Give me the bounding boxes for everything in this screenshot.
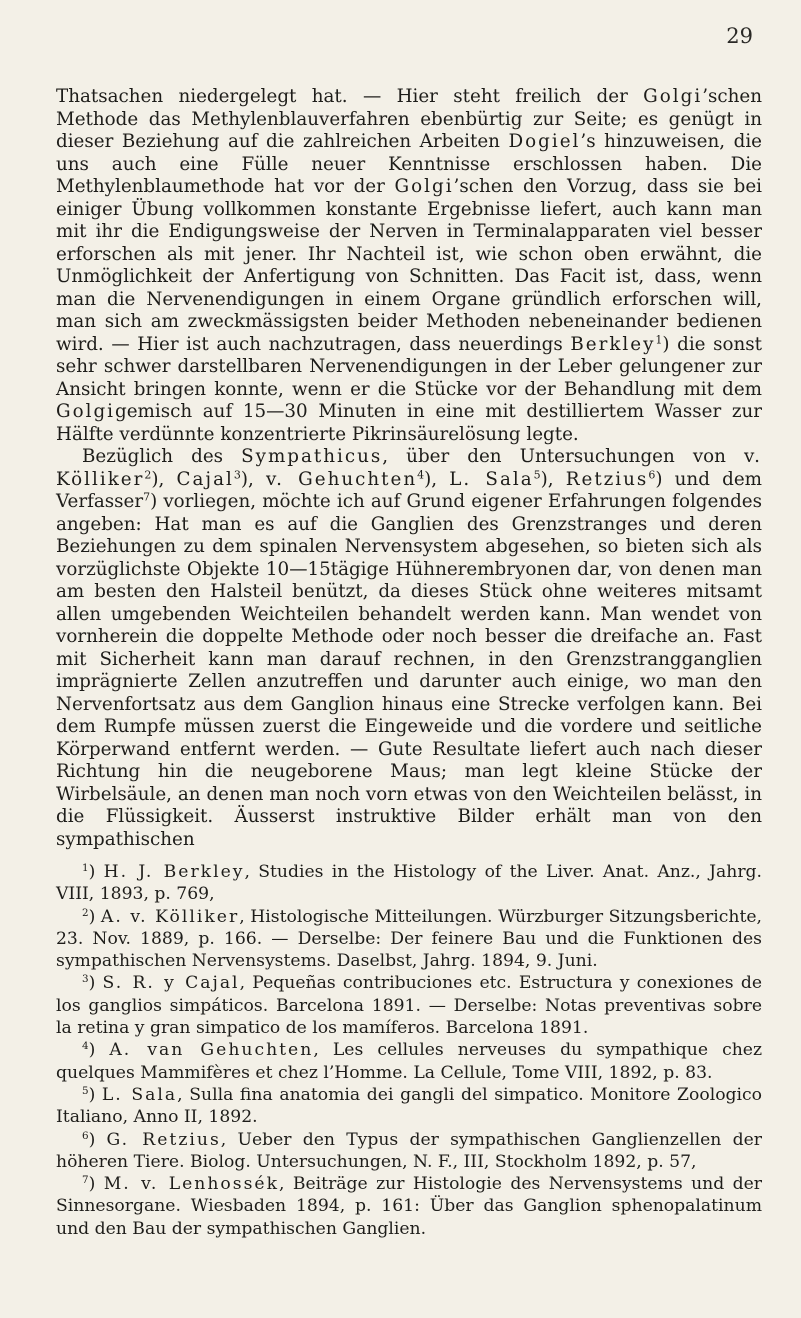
text-run: gemisch auf 15—30 Minuten in eine mit destilliertem Wasser zur Hälfte verdünnte konzentrierte Pikrinsäurelösung legte. xyxy=(56,401,762,445)
footnote-ref: 6 xyxy=(82,1129,89,1142)
footnote-ref: 2 xyxy=(144,467,152,481)
spaced-name: Sympathicus xyxy=(241,446,383,467)
text-run: , Ueber den Typus der sympathischen Ganglienzellen der höheren Tiere. Biolog. Untersuchungen, N. F., III, Stockholm 1892, p. 57, xyxy=(56,1129,762,1172)
footnote xyxy=(56,1173,762,1240)
text-run: , Beiträge zur Histologie des Nervensystems und der Sinnesorgane. Wiesbaden 1894, p. 161: Über das Ganglion sphenopalatinum und den Bau der sympathischen Ganglien. xyxy=(56,1174,763,1239)
text-run: ) xyxy=(88,1129,107,1150)
spaced-name: S. R. y Cajal xyxy=(102,973,240,994)
text-run: , Les cellules nerveuses du sympathique chez quelques Mammifères et chez l’Homme. La Cellule, Tome VIII, 1892, p. 83. xyxy=(56,1040,763,1083)
spaced-name: L. Sala xyxy=(449,468,534,490)
footnote-ref: 1 xyxy=(655,332,663,346)
text-run: ) die sonst sehr schwer darstellbaren Nervenendigungen in der Leber gelungener zur Ansicht bringen konnte, wenn er die Stücke vor der Behandlung mit dem xyxy=(56,333,762,400)
text-run: , Sulla fina anatomia dei gangli del simpatico. Monitore Zoologico Italiano, Anno II, 1892. xyxy=(56,1084,763,1128)
spaced-name: v. Kölliker xyxy=(56,446,762,490)
text-run: , Studies in the Histology of the Liver. Anat. Anz., Jahrg. VIII, 1893, p. 769, xyxy=(56,862,762,905)
footnote-ref: 7 xyxy=(143,490,151,504)
text-run: ) xyxy=(88,1040,110,1061)
spaced-name: Golgi xyxy=(643,86,703,107)
spaced-name: Cajal xyxy=(176,468,234,490)
footnote-ref: 4 xyxy=(417,467,425,481)
footnote-ref: 4 xyxy=(82,1040,89,1053)
text-run: ) xyxy=(88,906,101,927)
footnote xyxy=(56,1129,762,1174)
footnote-ref: 1 xyxy=(82,861,89,874)
spaced-name: Retzius xyxy=(565,468,649,490)
text-run: Bezüglich des xyxy=(82,446,242,467)
footnote-ref: 5 xyxy=(82,1084,89,1097)
text-run: ’schen Methode das Methylenblauverfahren ebenbürtig zur Seite; es genügt in dieser Beziehung auf die zahlreichen Arbeiten xyxy=(56,86,762,152)
main-text xyxy=(56,86,762,851)
paragraph xyxy=(56,86,762,446)
footnotes xyxy=(56,861,762,1240)
footnote xyxy=(56,1084,762,1129)
text-run: , Pequeñas contribuciones etc. Estructura y conexiones de los ganglios simpáticos. Barcelona 1891. — Derselbe: Notas preventivas sobre la retina y gran simpatico de los mamíferos. Barcelona 1891. xyxy=(56,973,762,1039)
spaced-name: A. v. Kölliker xyxy=(100,906,240,927)
footnote xyxy=(56,906,762,973)
text-run: ) xyxy=(88,862,104,882)
footnote xyxy=(56,861,762,906)
footnote-ref: 2 xyxy=(82,906,89,919)
spaced-name: M. v. Lenhossék xyxy=(103,1174,279,1195)
page-number: 29 xyxy=(726,24,753,48)
text-run: , Histologische Mitteilungen. Würzburger Sitzungsberichte, 23. Nov. 1889, p. 166. — Derselbe: Der feinere Bau und die Funktionen des sympathischen Nervensystems. Daselbst, Jahrg. 1894, 9. Juni. xyxy=(56,906,763,972)
text-run: ’s hinzuweisen, die uns auch eine Fülle neuer Kenntnisse erschlossen haben. Die Methylenblaumethode hat vor der xyxy=(56,131,762,197)
text-run: , über den Untersuchungen von xyxy=(382,446,745,467)
spaced-name: A. van Gehuchten xyxy=(109,1040,314,1061)
text-run: ’schen den Vorzug, dass sie bei einiger Übung vollkommen konstante Ergebnisse liefert, auch kann man mit ihr die Endigungsweise der Nerven in Terminalapparaten viel besser erforschen als mit jener. Ihr Nachteil ist, wie schon oben erwähnt, die Unmöglichkeit der Anfertigung von Schnitten. Das Facit ist, dass, wenn man die Nervenendigungen in einem Organe gründlich erforschen will, man sich am zweckmässigsten beider Methoden nebeneinander bedienen wird. — Hier ist auch nachzutragen, dass neuerdings xyxy=(56,176,763,355)
text-run: ) xyxy=(88,973,103,994)
spaced-name: L. Sala xyxy=(101,1084,178,1105)
text-run: ) xyxy=(88,1174,104,1195)
footnote-ref: 3 xyxy=(233,467,241,481)
text-run: ), xyxy=(240,468,266,490)
footnote xyxy=(56,1039,762,1084)
spaced-name: Golgi xyxy=(394,176,454,197)
spaced-name: Dogiel xyxy=(508,131,581,152)
text-run: ), xyxy=(424,468,450,490)
footnote-ref: 5 xyxy=(533,467,541,481)
spaced-name: H. J. Berkley xyxy=(103,862,245,882)
footnote-ref: 6 xyxy=(648,467,656,481)
spaced-name: Golgi xyxy=(56,401,116,422)
text-run: ), xyxy=(151,468,177,490)
text-run: ) und dem Verfasser xyxy=(56,468,762,512)
text-run: ), xyxy=(540,468,566,490)
spaced-name: v. Gehuchten xyxy=(265,468,418,490)
spaced-name: Berkley xyxy=(570,333,656,355)
text-run: ) xyxy=(88,1084,102,1105)
spaced-name: G. Retzius xyxy=(106,1129,221,1150)
paragraph xyxy=(56,446,762,851)
text-run: ) vorliegen, möchte ich auf Grund eigener Erfahrungen folgendes angeben: Hat man es auf die Ganglien des Grenzstranges und deren Beziehungen zu dem spinalen Nervensystem abgesehen, so bieten sich als vorzüglichste Objekte 10—15tägige Hühnerembryonen dar, von denen man am besten den Halsteil benützt, da dieses Stück ohne weiteres mitsamt allen umgebenden Weichteilen behandelt werden kann. Man wendet von vornherein die doppelte Methode oder noch besser die dreifache an. Fast mit Sicherheit kann man darauf rechnen, in den Grenzstrangganglien imprägnierte Zellen anzutreffen und darunter auch einige, wo man den Nervenfortsatz aus dem Ganglion hinaus eine Strecke verfolgen kann. Bei dem Rumpfe müssen zuerst die Eingeweide und die vordere und seitliche Körperwand entfernt werden. — Gute Resultate liefert auch nach dieser Richtung hin die neugeborene Maus; man legt kleine Stücke der Wirbelsäule, an denen man noch vorn etwas von den Weichteilen belässt, in die Flüssigkeit. Äusserst instruktive Bilder erhält man von den sympathischen xyxy=(56,491,762,850)
text-run: Thatsachen niedergelegt hat. — Hier steht freilich der xyxy=(56,86,644,107)
footnote xyxy=(56,972,762,1039)
footnote-ref: 3 xyxy=(82,973,89,986)
footnote-ref: 7 xyxy=(82,1173,89,1186)
